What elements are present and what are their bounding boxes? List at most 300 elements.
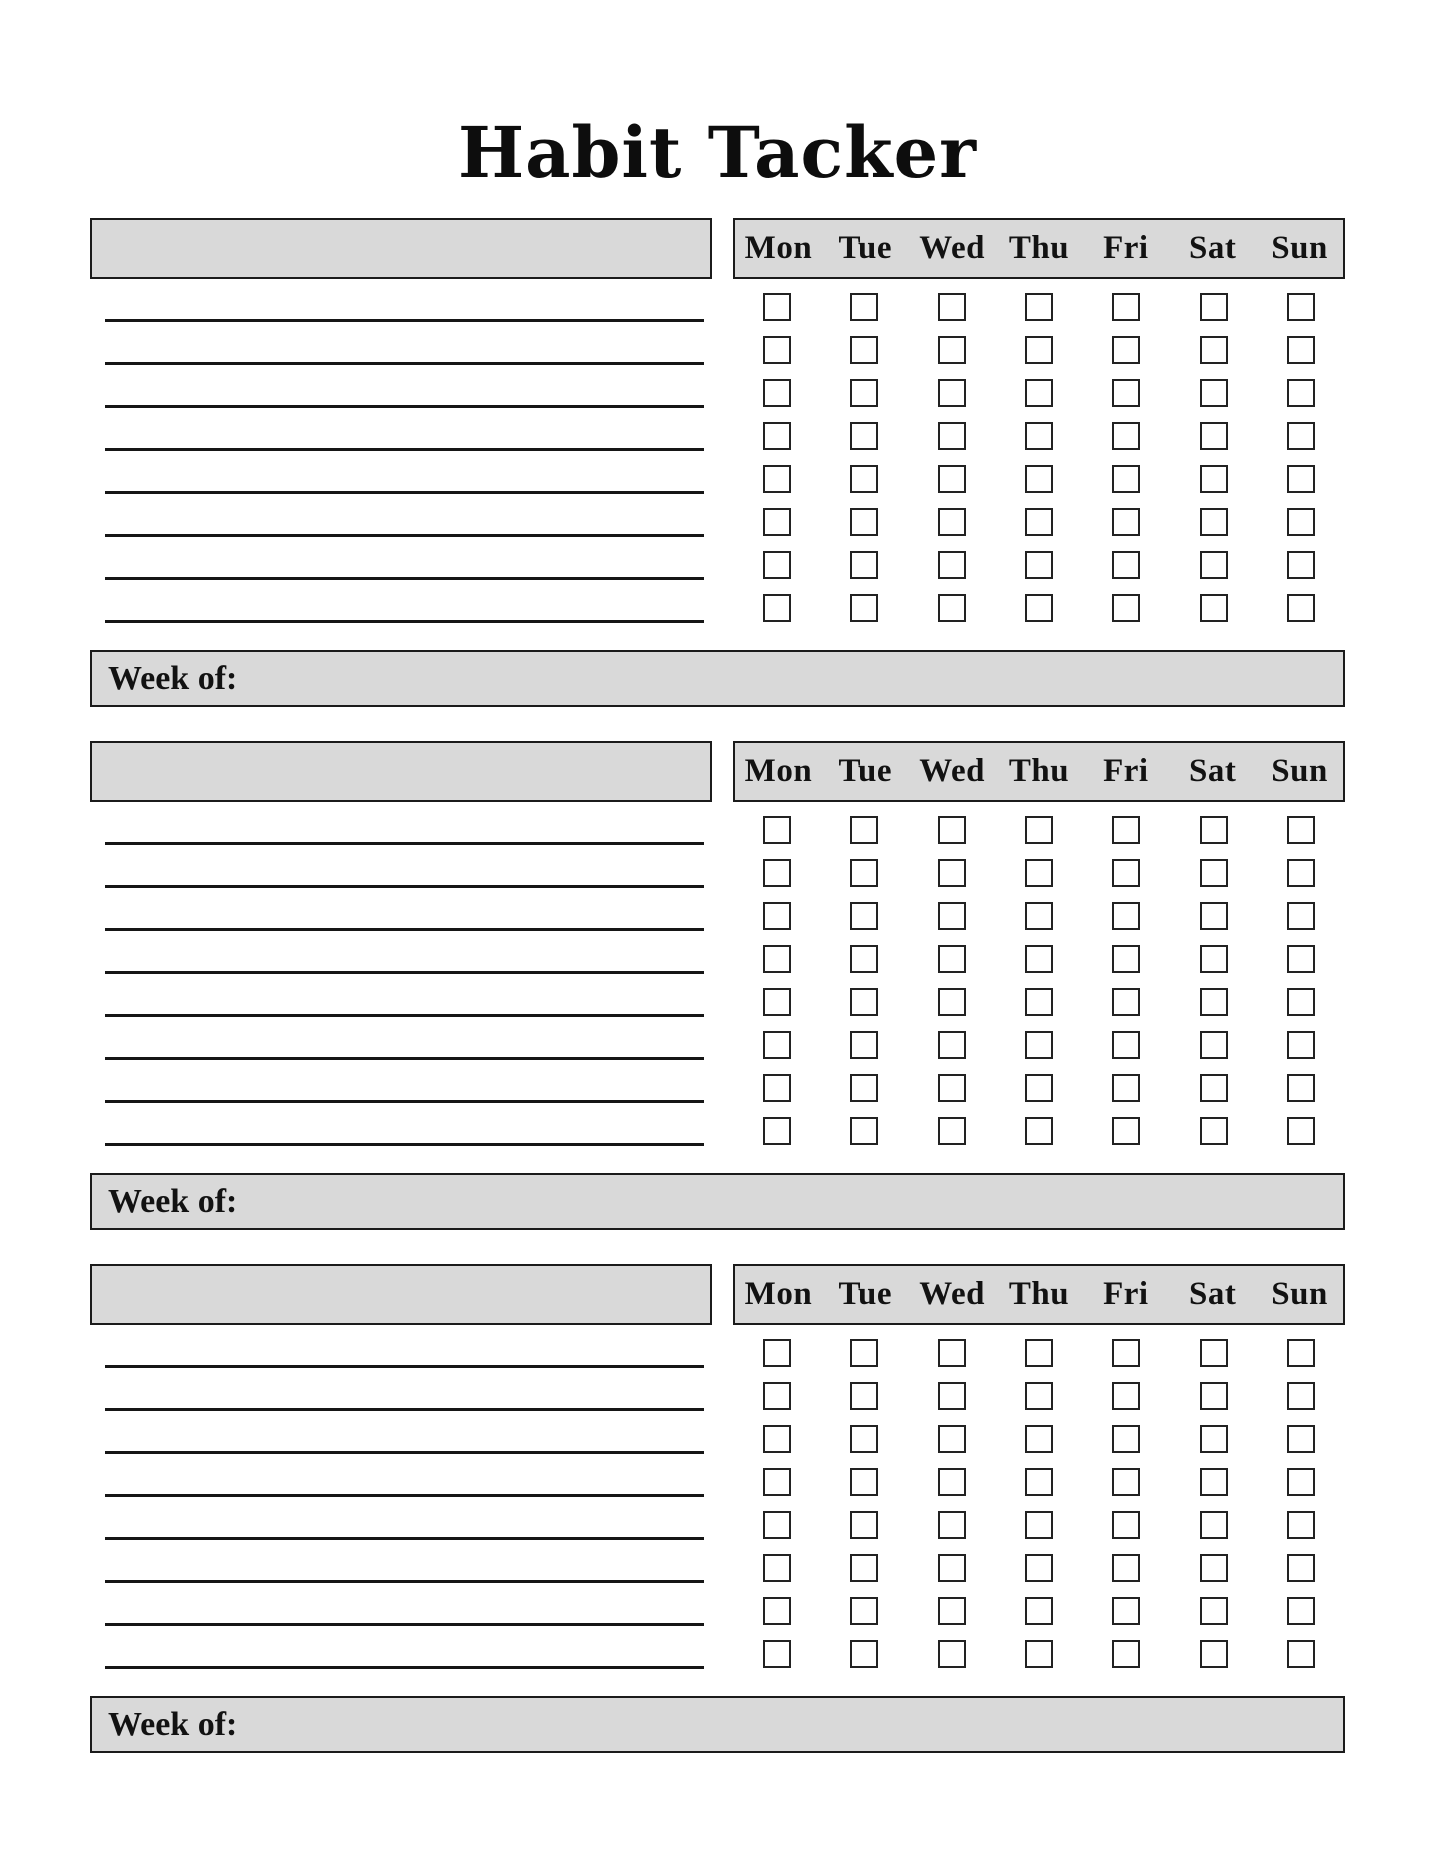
- habit-checkbox-mon[interactable]: [763, 1339, 791, 1367]
- habit-checkbox-sun[interactable]: [1287, 1382, 1315, 1410]
- habit-checkbox-wed[interactable]: [938, 422, 966, 450]
- checkbox-cell: [733, 1497, 820, 1540]
- habit-checkbox-sun[interactable]: [1287, 379, 1315, 407]
- habit-name-cell: [90, 580, 712, 623]
- checkbox-cell: [995, 1017, 1082, 1060]
- habit-checkbox-sat[interactable]: [1200, 1031, 1228, 1059]
- habit-checkbox-sun[interactable]: [1287, 1031, 1315, 1059]
- checkbox-cell: [733, 1454, 820, 1497]
- habit-checkbox-thu[interactable]: [1025, 336, 1053, 364]
- habit-checkbox-tue[interactable]: [850, 379, 878, 407]
- habit-checkbox-sun[interactable]: [1287, 1597, 1315, 1625]
- habit-checkbox-tue[interactable]: [850, 1511, 878, 1539]
- habit-checkbox-fri[interactable]: [1112, 422, 1140, 450]
- checkbox-cell: [1083, 451, 1170, 494]
- habit-checkbox-wed[interactable]: [938, 1597, 966, 1625]
- checkbox-cell: [1258, 974, 1345, 1017]
- day-label-fri: Fri: [1103, 230, 1149, 266]
- habit-checkbox-mon[interactable]: [763, 902, 791, 930]
- day-label-mon: Mon: [744, 753, 813, 789]
- checkbox-cell: [733, 931, 820, 974]
- habit-checkbox-mon[interactable]: [763, 859, 791, 887]
- habit-name-line[interactable]: [105, 580, 704, 623]
- checkbox-cell: [908, 1325, 995, 1368]
- habit-checkbox-thu[interactable]: [1025, 1640, 1053, 1668]
- habit-checkbox-tue[interactable]: [850, 816, 878, 844]
- habit-checkbox-tue[interactable]: [850, 1468, 878, 1496]
- habit-checkbox-mon[interactable]: [763, 1597, 791, 1625]
- habit-name-cell: [90, 1017, 712, 1060]
- habit-checkbox-tue[interactable]: [850, 945, 878, 973]
- habit-checkbox-mon[interactable]: [763, 1640, 791, 1668]
- habit-checkbox-wed[interactable]: [938, 1468, 966, 1496]
- habit-checkbox-sat[interactable]: [1200, 945, 1228, 973]
- habit-name-line[interactable]: [105, 845, 704, 888]
- habit-checkbox-fri[interactable]: [1112, 293, 1140, 321]
- habit-checkbox-fri[interactable]: [1112, 816, 1140, 844]
- habit-checkbox-sat[interactable]: [1200, 594, 1228, 622]
- habit-checkbox-wed[interactable]: [938, 336, 966, 364]
- habit-checkbox-fri[interactable]: [1112, 1074, 1140, 1102]
- habit-checkbox-fri[interactable]: [1112, 1554, 1140, 1582]
- habit-name-line[interactable]: [105, 408, 704, 451]
- habit-checkbox-fri[interactable]: [1112, 551, 1140, 579]
- habit-checkbox-sat[interactable]: [1200, 859, 1228, 887]
- habit-checkbox-sat[interactable]: [1200, 551, 1228, 579]
- day-label-sat: Sat: [1189, 1276, 1237, 1312]
- habit-checkbox-tue[interactable]: [850, 1382, 878, 1410]
- checkbox-cell: [1083, 802, 1170, 845]
- habit-checkbox-wed[interactable]: [938, 594, 966, 622]
- habit-checkbox-tue[interactable]: [850, 1339, 878, 1367]
- checkbox-cell: [908, 931, 995, 974]
- habit-checkbox-thu[interactable]: [1025, 945, 1053, 973]
- habit-checkbox-sun[interactable]: [1287, 465, 1315, 493]
- habit-checkbox-sun[interactable]: [1287, 1640, 1315, 1668]
- tracker-section-1: [90, 218, 1345, 707]
- habit-checkbox-mon[interactable]: [763, 988, 791, 1016]
- habit-checkbox-sun[interactable]: [1287, 1468, 1315, 1496]
- checkbox-cell: [820, 1454, 907, 1497]
- habit-checkbox-tue[interactable]: [850, 1074, 878, 1102]
- day-label-tue: Tue: [838, 1276, 893, 1312]
- habit-checkbox-fri[interactable]: [1112, 1511, 1140, 1539]
- day-label-mon: Mon: [744, 1276, 813, 1312]
- habit-checkbox-sat[interactable]: [1200, 1074, 1228, 1102]
- checkbox-cell: [733, 1060, 820, 1103]
- checkbox-cell: [820, 1626, 907, 1669]
- habit-checkbox-tue[interactable]: [850, 293, 878, 321]
- checkbox-cell: [1170, 365, 1257, 408]
- habit-checkbox-mon[interactable]: [763, 1468, 791, 1496]
- checkbox-cell: [995, 408, 1082, 451]
- habit-checkbox-tue[interactable]: [850, 1554, 878, 1582]
- habit-checkbox-sat[interactable]: [1200, 1425, 1228, 1453]
- habit-checkbox-mon[interactable]: [763, 1382, 791, 1410]
- checkbox-cell: [908, 365, 995, 408]
- days-header: [733, 741, 1345, 802]
- habit-checkbox-sun[interactable]: [1287, 551, 1315, 579]
- habit-checkbox-thu[interactable]: [1025, 465, 1053, 493]
- habit-checkbox-thu[interactable]: [1025, 1511, 1053, 1539]
- checkbox-cell: [908, 322, 995, 365]
- habit-checkbox-fri[interactable]: [1112, 1425, 1140, 1453]
- habit-checkbox-wed[interactable]: [938, 1511, 966, 1539]
- habit-checkbox-sun[interactable]: [1287, 902, 1315, 930]
- checkbox-cell: [733, 1583, 820, 1626]
- habit-checkbox-fri[interactable]: [1112, 465, 1140, 493]
- week-of-input[interactable]: [237, 1175, 1343, 1228]
- checkbox-cell: [733, 1626, 820, 1669]
- habit-checkbox-wed[interactable]: [938, 293, 966, 321]
- habit-checkbox-tue[interactable]: [850, 1597, 878, 1625]
- checkbox-cell: [908, 537, 995, 580]
- habit-checkbox-sun[interactable]: [1287, 594, 1315, 622]
- habit-checkbox-thu[interactable]: [1025, 293, 1053, 321]
- day-label-thu: Thu: [1008, 753, 1070, 789]
- habit-checkbox-wed[interactable]: [938, 1382, 966, 1410]
- habit-checkbox-sun[interactable]: [1287, 1339, 1315, 1367]
- checkbox-strip: [733, 845, 1345, 888]
- habit-name-cell: [90, 1454, 712, 1497]
- checkbox-cell: [820, 279, 907, 322]
- habit-checkbox-fri[interactable]: [1112, 902, 1140, 930]
- habit-checkbox-fri[interactable]: [1112, 1640, 1140, 1668]
- habit-checkbox-sun[interactable]: [1287, 988, 1315, 1016]
- checkbox-cell: [820, 580, 907, 623]
- habit-checkbox-wed[interactable]: [938, 1074, 966, 1102]
- checkbox-cell: [820, 1017, 907, 1060]
- habit-checkbox-sat[interactable]: [1200, 988, 1228, 1016]
- habit-checkbox-mon[interactable]: [763, 1511, 791, 1539]
- habit-checkbox-sun[interactable]: [1287, 1511, 1315, 1539]
- habit-checkbox-sat[interactable]: [1200, 1382, 1228, 1410]
- habit-checkbox-thu[interactable]: [1025, 1031, 1053, 1059]
- checkbox-cell: [1083, 1325, 1170, 1368]
- habit-checkbox-tue[interactable]: [850, 1425, 878, 1453]
- checkbox-cell: [995, 537, 1082, 580]
- habit-name-line[interactable]: [105, 451, 704, 494]
- habit-checkbox-sat[interactable]: [1200, 1511, 1228, 1539]
- habit-column-header-box: [90, 218, 712, 279]
- habit-checkbox-thu[interactable]: [1025, 508, 1053, 536]
- habit-checkbox-sun[interactable]: [1287, 336, 1315, 364]
- habit-checkbox-fri[interactable]: [1112, 1382, 1140, 1410]
- checkbox-cell: [1258, 1060, 1345, 1103]
- habit-checkbox-thu[interactable]: [1025, 859, 1053, 887]
- checkbox-cell: [995, 494, 1082, 537]
- habit-checkbox-mon[interactable]: [763, 422, 791, 450]
- habit-checkbox-wed[interactable]: [938, 1425, 966, 1453]
- checkbox-cell: [733, 451, 820, 494]
- habit-checkbox-mon[interactable]: [763, 1425, 791, 1453]
- habit-row: [90, 802, 1345, 845]
- checkbox-cell: [1083, 537, 1170, 580]
- habit-checkbox-sun[interactable]: [1287, 859, 1315, 887]
- habit-checkbox-thu[interactable]: [1025, 1468, 1053, 1496]
- habit-checkbox-sun[interactable]: [1287, 1554, 1315, 1582]
- habit-checkbox-thu[interactable]: [1025, 422, 1053, 450]
- habit-name-cell: [90, 802, 712, 845]
- checkbox-strip: [733, 537, 1345, 580]
- habit-checkbox-mon[interactable]: [763, 465, 791, 493]
- habit-name-line[interactable]: [105, 322, 704, 365]
- habit-checkbox-thu[interactable]: [1025, 902, 1053, 930]
- habit-checkbox-mon[interactable]: [763, 1117, 791, 1145]
- day-label-wed: Wed: [919, 230, 985, 266]
- checkbox-cell: [995, 1103, 1082, 1146]
- habit-checkbox-mon[interactable]: [763, 336, 791, 364]
- habit-row: [90, 451, 1345, 494]
- habit-checkbox-sun[interactable]: [1287, 422, 1315, 450]
- habit-checkbox-fri[interactable]: [1112, 1031, 1140, 1059]
- habit-checkbox-tue[interactable]: [850, 422, 878, 450]
- habit-checkbox-thu[interactable]: [1025, 816, 1053, 844]
- habit-checkbox-wed[interactable]: [938, 1339, 966, 1367]
- habit-checkbox-wed[interactable]: [938, 945, 966, 973]
- habit-checkbox-mon[interactable]: [763, 594, 791, 622]
- habit-checkbox-tue[interactable]: [850, 1640, 878, 1668]
- habit-name-line[interactable]: [105, 1454, 704, 1497]
- habit-checkbox-sat[interactable]: [1200, 293, 1228, 321]
- habit-checkbox-tue[interactable]: [850, 859, 878, 887]
- habit-checkbox-thu[interactable]: [1025, 1074, 1053, 1102]
- checkbox-cell: [1170, 931, 1257, 974]
- day-label-sun: Sun: [1271, 230, 1328, 266]
- habit-checkbox-sat[interactable]: [1200, 336, 1228, 364]
- habit-name-line[interactable]: [105, 279, 704, 322]
- habit-row: [90, 279, 1345, 322]
- habit-checkbox-sun[interactable]: [1287, 293, 1315, 321]
- habit-checkbox-tue[interactable]: [850, 508, 878, 536]
- habit-checkbox-wed[interactable]: [938, 988, 966, 1016]
- habit-checkbox-wed[interactable]: [938, 816, 966, 844]
- checkbox-cell: [1258, 1103, 1345, 1146]
- habit-checkbox-wed[interactable]: [938, 551, 966, 579]
- habit-checkbox-fri[interactable]: [1112, 508, 1140, 536]
- checkbox-strip: [733, 1626, 1345, 1669]
- checkbox-cell: [908, 974, 995, 1017]
- habit-checkbox-thu[interactable]: [1025, 1382, 1053, 1410]
- habit-checkbox-fri[interactable]: [1112, 945, 1140, 973]
- habit-checkbox-fri[interactable]: [1112, 336, 1140, 364]
- habit-checkbox-sat[interactable]: [1200, 1117, 1228, 1145]
- habit-checkbox-mon[interactable]: [763, 293, 791, 321]
- habit-checkbox-fri[interactable]: [1112, 594, 1140, 622]
- habit-checkbox-wed[interactable]: [938, 1031, 966, 1059]
- habit-grid: [90, 1325, 1345, 1669]
- checkbox-strip: [733, 1325, 1345, 1368]
- habit-checkbox-sun[interactable]: [1287, 945, 1315, 973]
- habit-checkbox-wed[interactable]: [938, 859, 966, 887]
- habit-checkbox-thu[interactable]: [1025, 379, 1053, 407]
- habit-checkbox-fri[interactable]: [1112, 859, 1140, 887]
- habit-name-line[interactable]: [105, 1497, 704, 1540]
- checkbox-strip: [733, 1583, 1345, 1626]
- habit-checkbox-thu[interactable]: [1025, 988, 1053, 1016]
- habit-checkbox-sat[interactable]: [1200, 816, 1228, 844]
- habit-checkbox-sun[interactable]: [1287, 1074, 1315, 1102]
- habit-name-cell: [90, 1411, 712, 1454]
- habit-name-line[interactable]: [105, 1325, 704, 1368]
- habit-checkbox-mon[interactable]: [763, 1074, 791, 1102]
- habit-checkbox-tue[interactable]: [850, 594, 878, 622]
- habit-checkbox-sun[interactable]: [1287, 508, 1315, 536]
- habit-checkbox-tue[interactable]: [850, 988, 878, 1016]
- habit-name-line[interactable]: [105, 1411, 704, 1454]
- habit-checkbox-fri[interactable]: [1112, 379, 1140, 407]
- habit-name-line[interactable]: [105, 1626, 704, 1669]
- habit-row: [90, 1368, 1345, 1411]
- habit-checkbox-sat[interactable]: [1200, 508, 1228, 536]
- habit-checkbox-sat[interactable]: [1200, 1468, 1228, 1496]
- habit-checkbox-thu[interactable]: [1025, 1339, 1053, 1367]
- habit-checkbox-sat[interactable]: [1200, 465, 1228, 493]
- day-label-sun: Sun: [1271, 1276, 1328, 1312]
- habit-row: [90, 1583, 1345, 1626]
- habit-row: [90, 1626, 1345, 1669]
- habit-name-line[interactable]: [105, 1103, 704, 1146]
- habit-row: [90, 537, 1345, 580]
- day-label-mon: Mon: [744, 230, 813, 266]
- week-of-input[interactable]: [237, 652, 1343, 705]
- checkbox-cell: [995, 931, 1082, 974]
- habit-column-header-box: [90, 1264, 712, 1325]
- week-of-bar: [90, 1173, 1345, 1230]
- habit-checkbox-mon[interactable]: [763, 508, 791, 536]
- habit-checkbox-mon[interactable]: [763, 1554, 791, 1582]
- habit-checkbox-sat[interactable]: [1200, 902, 1228, 930]
- habit-checkbox-wed[interactable]: [938, 508, 966, 536]
- week-of-label: Week of:: [108, 1705, 238, 1743]
- day-label-tue: Tue: [838, 753, 893, 789]
- checkbox-cell: [908, 580, 995, 623]
- checkbox-strip: [733, 1368, 1345, 1411]
- habit-name-line[interactable]: [105, 1060, 704, 1103]
- habit-name-line[interactable]: [105, 1368, 704, 1411]
- habit-row: [90, 322, 1345, 365]
- habit-column-header-box: [90, 741, 712, 802]
- checkbox-cell: [820, 537, 907, 580]
- checkbox-cell: [908, 802, 995, 845]
- habit-checkbox-thu[interactable]: [1025, 1597, 1053, 1625]
- checkbox-strip: [733, 888, 1345, 931]
- checkbox-strip: [733, 931, 1345, 974]
- checkbox-cell: [1083, 322, 1170, 365]
- habit-checkbox-mon[interactable]: [763, 1031, 791, 1059]
- days-header: [733, 1264, 1345, 1325]
- checkbox-cell: [908, 1368, 995, 1411]
- habit-name-cell: [90, 974, 712, 1017]
- habit-grid: [90, 279, 1345, 623]
- checkbox-cell: [1258, 1497, 1345, 1540]
- habit-checkbox-mon[interactable]: [763, 551, 791, 579]
- habit-checkbox-wed[interactable]: [938, 379, 966, 407]
- habit-name-line[interactable]: [105, 365, 704, 408]
- habit-checkbox-thu[interactable]: [1025, 1117, 1053, 1145]
- habit-name-line[interactable]: [105, 888, 704, 931]
- checkbox-cell: [820, 1060, 907, 1103]
- habit-name-line[interactable]: [105, 802, 704, 845]
- checkbox-cell: [995, 1325, 1082, 1368]
- checkbox-cell: [1170, 802, 1257, 845]
- habit-checkbox-fri[interactable]: [1112, 1468, 1140, 1496]
- habit-name-line[interactable]: [105, 494, 704, 537]
- habit-checkbox-mon[interactable]: [763, 945, 791, 973]
- habit-checkbox-thu[interactable]: [1025, 594, 1053, 622]
- habit-checkbox-thu[interactable]: [1025, 551, 1053, 579]
- habit-checkbox-wed[interactable]: [938, 902, 966, 930]
- habit-checkbox-tue[interactable]: [850, 551, 878, 579]
- checkbox-cell: [995, 279, 1082, 322]
- habit-checkbox-fri[interactable]: [1112, 1597, 1140, 1625]
- habit-name-line[interactable]: [105, 931, 704, 974]
- habit-checkbox-sun[interactable]: [1287, 1425, 1315, 1453]
- habit-name-line[interactable]: [105, 974, 704, 1017]
- habit-name-cell: [90, 1497, 712, 1540]
- habit-checkbox-tue[interactable]: [850, 902, 878, 930]
- checkbox-cell: [733, 1325, 820, 1368]
- habit-checkbox-wed[interactable]: [938, 465, 966, 493]
- checkbox-strip: [733, 1497, 1345, 1540]
- checkbox-cell: [1258, 451, 1345, 494]
- habit-checkbox-sat[interactable]: [1200, 1597, 1228, 1625]
- checkbox-cell: [1258, 1017, 1345, 1060]
- checkbox-cell: [1258, 494, 1345, 537]
- habit-checkbox-tue[interactable]: [850, 336, 878, 364]
- day-label-tue: Tue: [838, 230, 893, 266]
- habit-checkbox-mon[interactable]: [763, 816, 791, 844]
- habit-checkbox-fri[interactable]: [1112, 1339, 1140, 1367]
- habit-checkbox-fri[interactable]: [1112, 1117, 1140, 1145]
- week-of-input[interactable]: [237, 1698, 1343, 1751]
- habit-checkbox-mon[interactable]: [763, 379, 791, 407]
- habit-name-line[interactable]: [105, 1540, 704, 1583]
- checkbox-cell: [1170, 322, 1257, 365]
- checkbox-cell: [995, 1454, 1082, 1497]
- habit-checkbox-wed[interactable]: [938, 1117, 966, 1145]
- habit-checkbox-wed[interactable]: [938, 1554, 966, 1582]
- habit-checkbox-tue[interactable]: [850, 465, 878, 493]
- habit-checkbox-fri[interactable]: [1112, 988, 1140, 1016]
- habit-checkbox-sat[interactable]: [1200, 422, 1228, 450]
- checkbox-cell: [1258, 1411, 1345, 1454]
- habit-checkbox-sun[interactable]: [1287, 816, 1315, 844]
- habit-checkbox-sat[interactable]: [1200, 379, 1228, 407]
- habit-checkbox-wed[interactable]: [938, 1640, 966, 1668]
- checkbox-cell: [820, 451, 907, 494]
- checkbox-cell: [820, 1103, 907, 1146]
- habit-name-line[interactable]: [105, 537, 704, 580]
- habit-name-cell: [90, 1583, 712, 1626]
- checkbox-cell: [1170, 1368, 1257, 1411]
- habit-checkbox-sat[interactable]: [1200, 1554, 1228, 1582]
- habit-checkbox-tue[interactable]: [850, 1031, 878, 1059]
- checkbox-cell: [908, 1540, 995, 1583]
- habit-name-line[interactable]: [105, 1017, 704, 1060]
- habit-name-line[interactable]: [105, 1583, 704, 1626]
- checkbox-cell: [733, 494, 820, 537]
- habit-row: [90, 1454, 1345, 1497]
- checkbox-cell: [733, 1540, 820, 1583]
- habit-checkbox-sun[interactable]: [1287, 1117, 1315, 1145]
- habit-checkbox-thu[interactable]: [1025, 1554, 1053, 1582]
- habit-checkbox-tue[interactable]: [850, 1117, 878, 1145]
- habit-checkbox-sat[interactable]: [1200, 1640, 1228, 1668]
- habit-name-cell: [90, 365, 712, 408]
- habit-checkbox-sat[interactable]: [1200, 1339, 1228, 1367]
- habit-checkbox-thu[interactable]: [1025, 1425, 1053, 1453]
